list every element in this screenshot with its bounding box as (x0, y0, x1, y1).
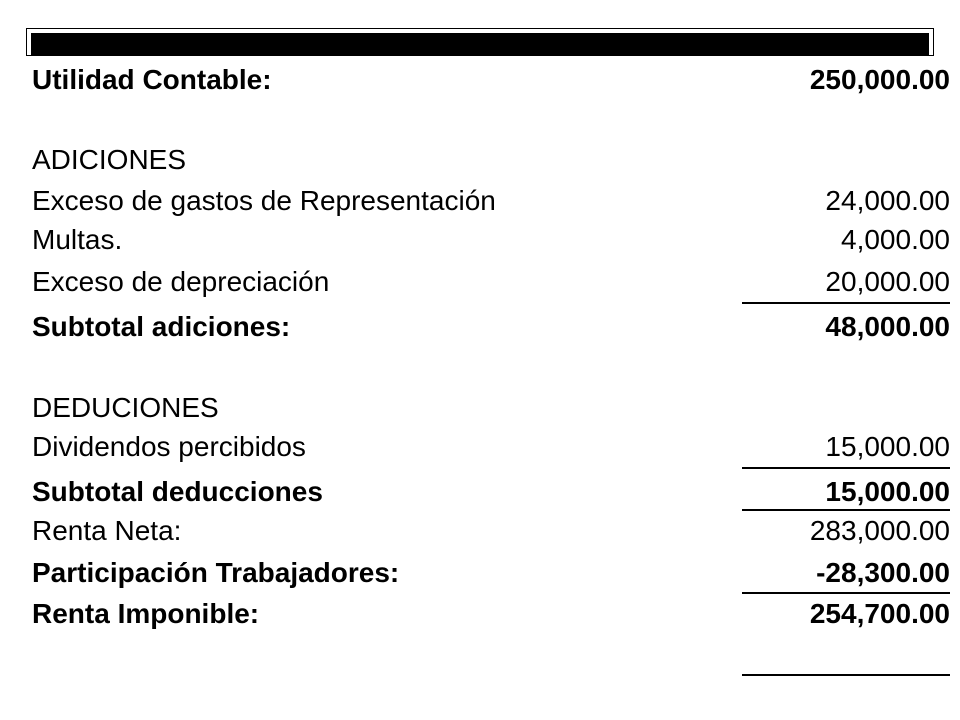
participacion-value: -28,300.00 (816, 557, 950, 588)
exceso-representacion-label: Exceso de gastos de Representación (32, 185, 496, 216)
dividendos-label: Dividendos percibidos (32, 431, 306, 462)
rule-subtotal-adiciones (742, 302, 950, 304)
row-dividendos (32, 429, 950, 465)
renta-neta-label: Renta Neta: (32, 515, 182, 546)
subtotal-adiciones-value: 48,000.00 (825, 311, 950, 342)
dividendos-value: 15,000.00 (825, 431, 950, 462)
multas-value: 4,000.00 (841, 224, 950, 255)
subtotal-deducciones-label: Subtotal deducciones (32, 476, 323, 507)
multas-label: Multas. (32, 224, 123, 255)
utilidad-contable-label: Utilidad Contable: (32, 64, 272, 95)
exceso-depreciacion-label: Exceso de depreciación (32, 266, 330, 297)
row-subtotal-adiciones (32, 309, 950, 345)
header-bar (26, 28, 934, 56)
row-renta-imponible (32, 596, 950, 632)
row-exceso-representacion (32, 183, 950, 219)
utilidad-contable-value: 250,000.00 (809, 64, 950, 95)
row-deduciones-header (32, 390, 950, 426)
row-exceso-depreciacion (32, 264, 950, 300)
exceso-representacion-value: 24,000.00 (825, 185, 950, 216)
exceso-depreciacion-value: 20,000.00 (825, 266, 950, 297)
deduciones-header: DEDUCIONES (32, 392, 219, 423)
renta-neta-value: 283,000.00 (809, 515, 950, 546)
participacion-label: Participación Trabajadores: (32, 557, 400, 588)
rule-renta-neta (742, 509, 950, 511)
header-bar-fill (31, 33, 929, 55)
renta-imponible-label: Renta Imponible: (32, 598, 260, 629)
row-adiciones-header (32, 142, 950, 178)
rule-renta-imponible (742, 592, 950, 594)
row-renta-neta (32, 513, 950, 549)
renta-imponible-value: 254,700.00 (809, 598, 950, 629)
subtotal-adiciones-label: Subtotal adiciones: (32, 311, 291, 342)
row-subtotal-deducciones (32, 474, 950, 510)
row-participacion (32, 555, 950, 591)
rule-bottom (742, 674, 950, 676)
subtotal-deducciones-value: 15,000.00 (825, 476, 950, 507)
row-utilidad-contable (32, 62, 950, 98)
row-multas (32, 222, 950, 258)
adiciones-header: ADICIONES (32, 144, 187, 175)
rule-subtotal-deducciones (742, 467, 950, 469)
